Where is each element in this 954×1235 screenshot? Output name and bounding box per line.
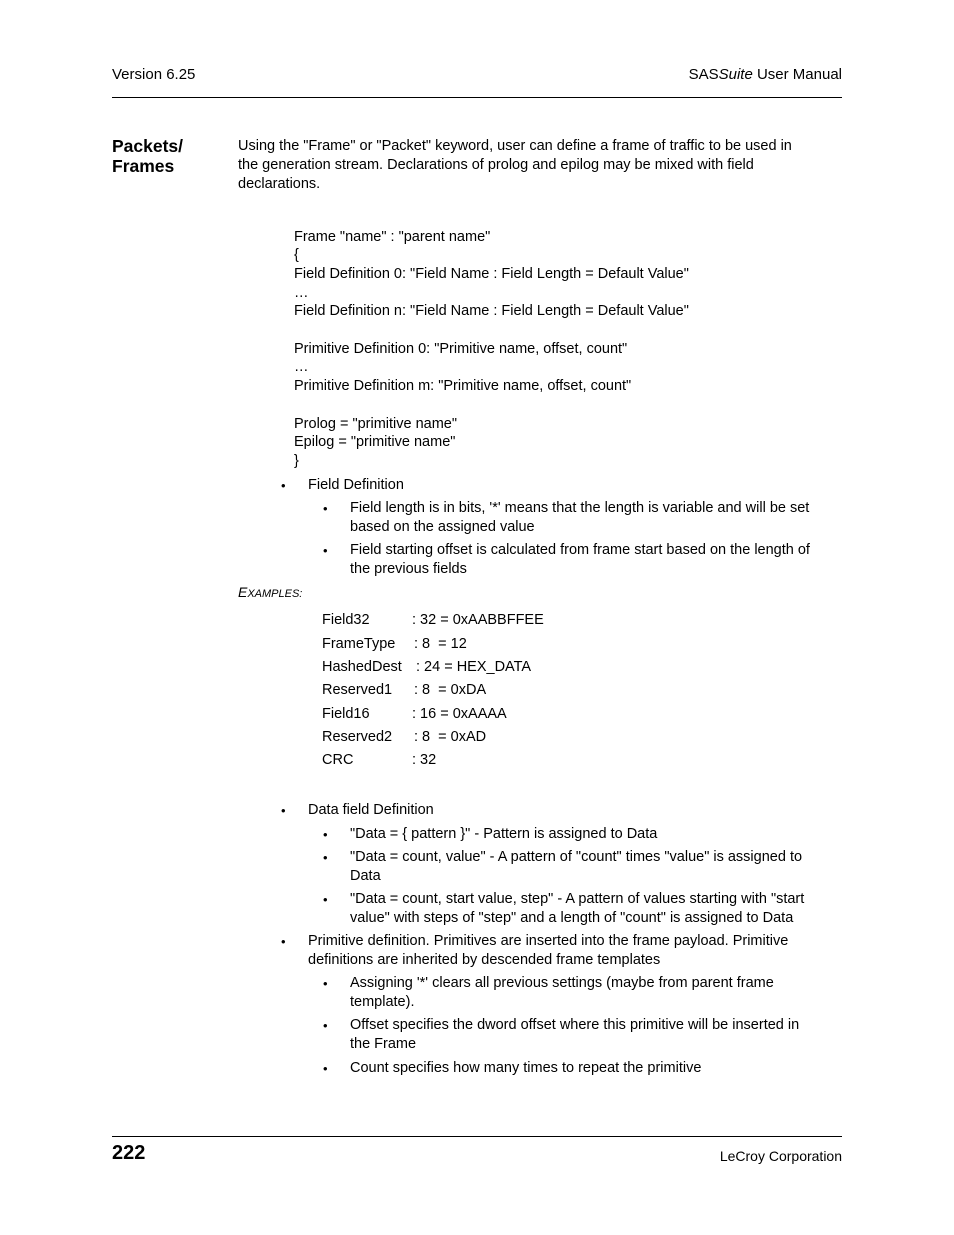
manual-italic: Suite <box>718 66 753 83</box>
section-title-line1: Packets/ <box>112 136 184 156</box>
bullet-icon: • <box>323 1061 328 1076</box>
syntax-line: … <box>294 285 309 301</box>
field-def-sub-line: based on the assigned value <box>350 519 535 535</box>
primitive-sub-line: Count specifies how many times to repeat the primitive <box>350 1060 702 1076</box>
intro-line-2: the generation stream. Declarations of prolog and epilog may be mixed with field <box>238 157 754 173</box>
bullet-icon: • <box>323 1018 328 1033</box>
data-def-sub-line: "Data = count, start value, step" - A pattern of values starting with "start <box>350 891 805 907</box>
syntax-line: Frame "name" : "parent name" <box>294 229 491 245</box>
intro-line-1: Using the "Frame" or "Packet" keyword, user can define a frame of traffic to be used in <box>238 138 792 154</box>
bullet-icon: • <box>323 827 328 842</box>
syntax-line: } <box>294 453 299 469</box>
header-version: Version 6.25 <box>112 66 196 83</box>
examples-label-rest: XAMPLES: <box>247 588 303 600</box>
example-field-name: HashedDest <box>322 659 402 675</box>
examples-label <box>238 584 302 600</box>
bullet-icon: • <box>323 543 328 558</box>
example-field-name: Reserved1 <box>322 682 393 698</box>
data-def-sub-line: "Data = count, value" - A pattern of "count" times "value" is assigned to <box>350 849 803 865</box>
data-def-sub-line: Data <box>350 868 381 884</box>
footer-company: LeCroy Corporation <box>719 1148 842 1164</box>
data-def-sub-line: "Data = { pattern }" - Pattern is assigned to Data <box>350 826 658 842</box>
primitive-sub-line: template). <box>350 994 415 1010</box>
example-field-value: : 24 = HEX_DATA <box>416 659 532 675</box>
bullet-icon: • <box>281 803 286 818</box>
section-title-line2: Frames <box>112 156 175 176</box>
field-def-sub-line: the previous fields <box>350 561 467 577</box>
example-field-value: : 8 = 12 <box>414 636 467 652</box>
examples-label-cap: E <box>238 584 248 600</box>
example-field-name: Field16 <box>322 706 370 722</box>
bullet-icon: • <box>281 478 286 493</box>
bullet-icon: • <box>323 976 328 991</box>
field-def-sub-line: Field starting offset is calculated from frame start based on the length of <box>350 542 810 558</box>
header-rule <box>112 97 842 98</box>
syntax-line: { <box>294 247 299 263</box>
example-field-value: : 16 = 0xAAAA <box>412 706 507 722</box>
syntax-line: Field Definition 0: "Field Name : Field Length = Default Value" <box>294 266 689 282</box>
field-definition-label: Field Definition <box>308 477 404 493</box>
section-title <box>112 136 183 176</box>
example-field-value: : 32 <box>412 752 437 768</box>
example-field-value: : 8 = 0xDA <box>414 682 487 698</box>
primitive-definition-line: definitions are inherited by descended frame templates <box>308 952 661 968</box>
bullet-icon: • <box>323 892 328 907</box>
intro-line-3: declarations. <box>238 176 321 192</box>
example-field-name: Reserved2 <box>322 729 393 745</box>
footer-rule <box>112 1136 842 1137</box>
manual-prefix: SAS <box>688 66 719 83</box>
syntax-line: Epilog = "primitive name" <box>294 434 456 450</box>
primitive-sub-line: Offset specifies the dword offset where this primitive will be inserted in <box>350 1017 800 1033</box>
bullet-icon: • <box>323 850 328 865</box>
example-field-name: CRC <box>322 752 354 768</box>
data-field-definition-label: Data field Definition <box>308 802 434 818</box>
syntax-line: Primitive Definition m: "Primitive name, offset, count" <box>294 378 632 394</box>
example-field-name: FrameType <box>322 636 396 652</box>
manual-suffix: User Manual <box>752 66 842 83</box>
primitive-sub-line: Assigning '*' clears all previous settings (maybe from parent frame <box>350 975 774 991</box>
syntax-line: … <box>294 359 309 375</box>
syntax-line: Field Definition n: "Field Name : Field Length = Default Value" <box>294 303 689 319</box>
syntax-line: Primitive Definition 0: "Primitive name, offset, count" <box>294 341 628 357</box>
bullet-icon: • <box>281 934 286 949</box>
bullet-icon: • <box>323 501 328 516</box>
example-field-name: Field32 <box>322 612 370 628</box>
primitive-definition-line: Primitive definition. Primitives are inserted into the frame payload. Primitive <box>308 933 789 949</box>
header-manual-title <box>689 66 842 83</box>
page-number: 222 <box>112 1142 146 1164</box>
field-def-sub-line: Field length is in bits, '*' means that the length is variable and will be set <box>350 500 810 516</box>
data-def-sub-line: value" with steps of "step" and a length of "count" is assigned to Data <box>350 910 794 926</box>
syntax-line: Prolog = "primitive name" <box>294 416 458 432</box>
primitive-sub-line: the Frame <box>350 1036 417 1052</box>
example-field-value: : 32 = 0xAABBFFEE <box>412 612 544 628</box>
example-field-value: : 8 = 0xAD <box>414 729 487 745</box>
